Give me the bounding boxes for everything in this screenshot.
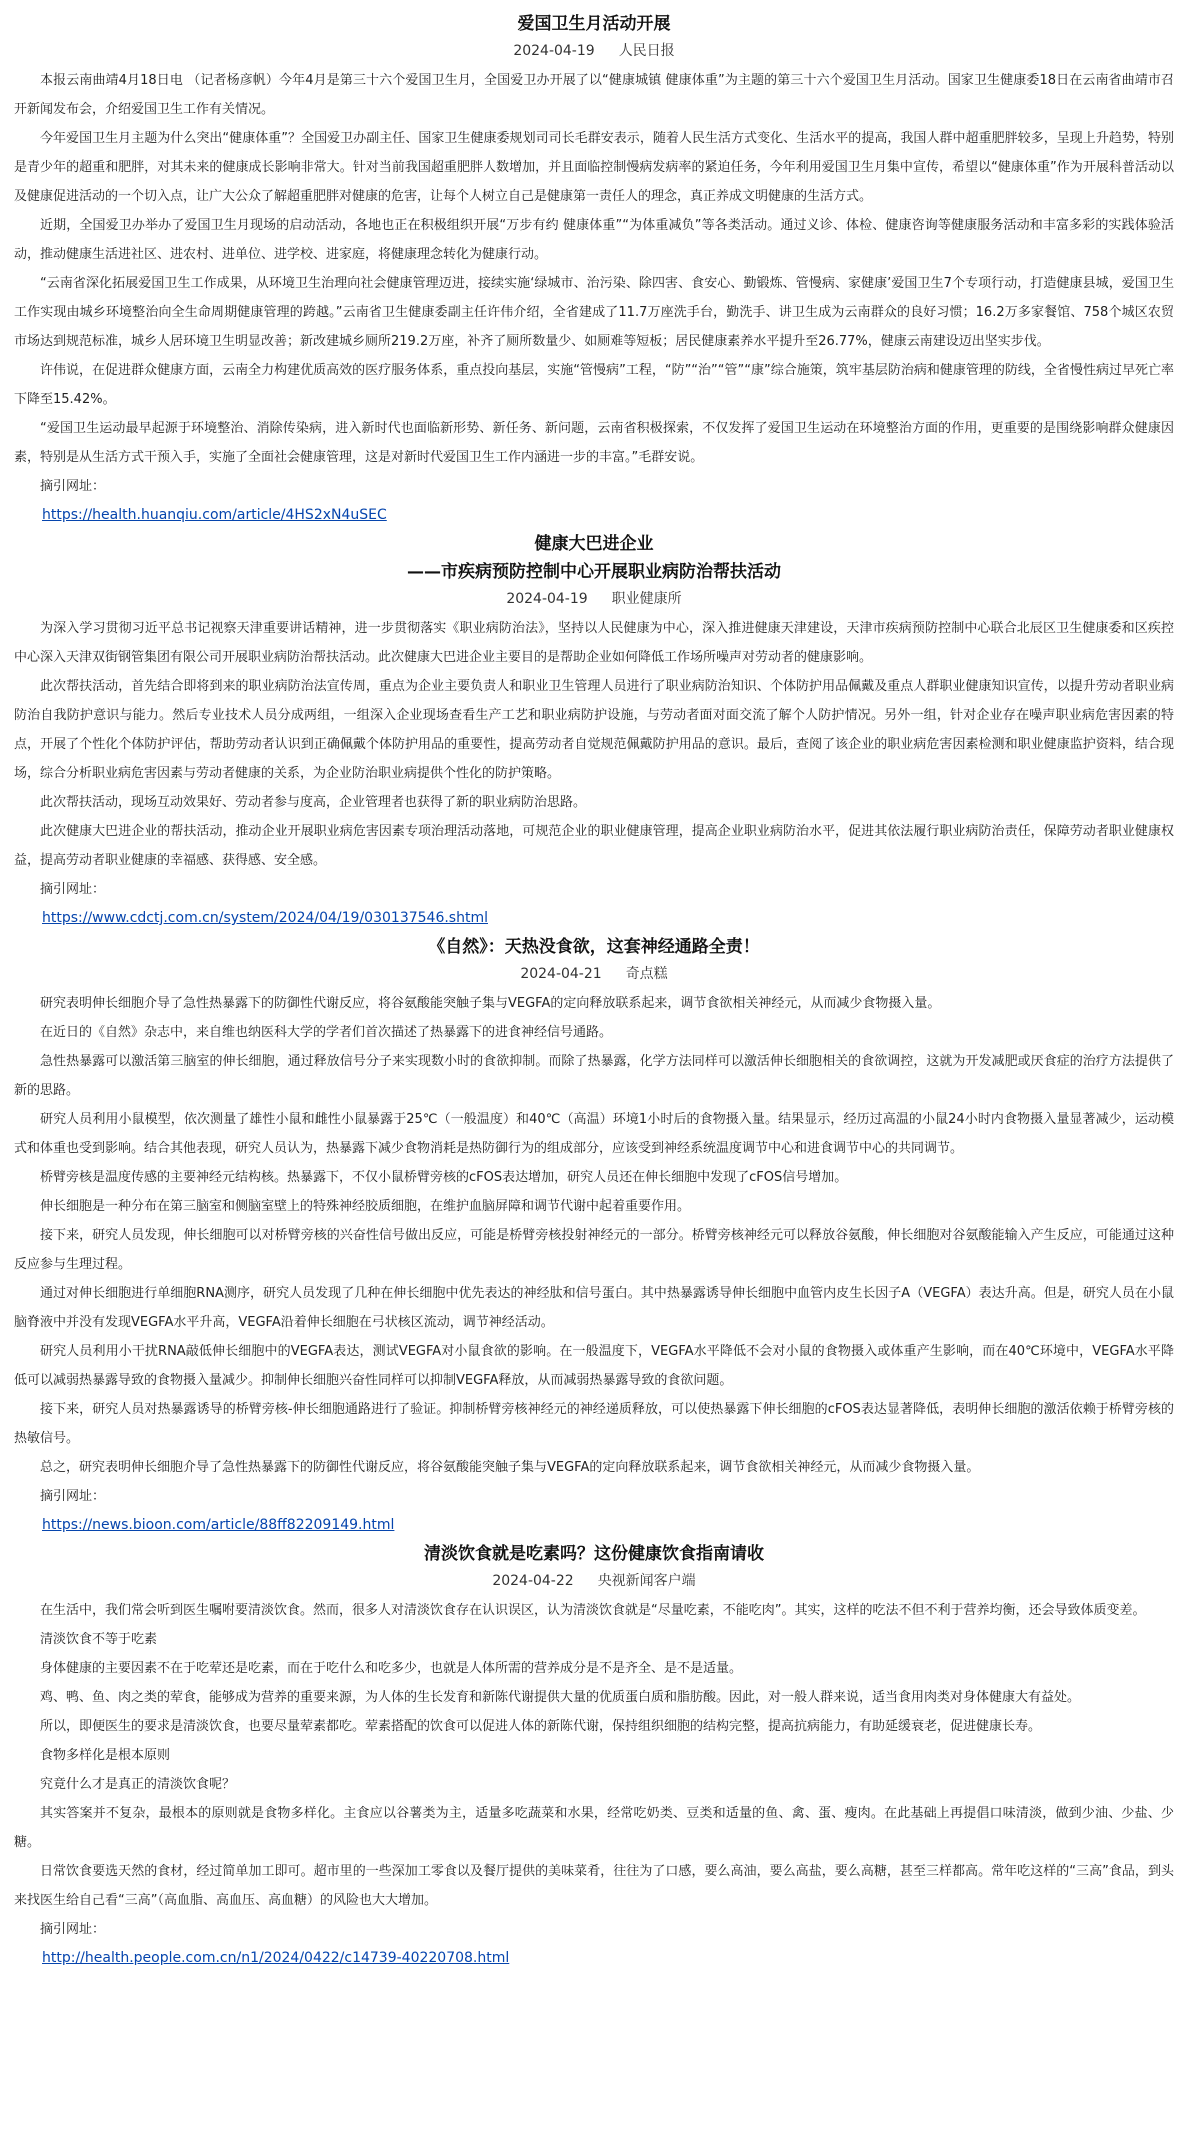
article-paragraph: 此次帮扶活动，首先结合即将到来的职业病防治法宣传周，重点为企业主要负责人和职业卫生管理人员进行了职业病防治知识、个体防护用品佩戴及重点人群职业健康知识宣传，以提升劳动者职业病防治自我防护意识与能力。然后专业技术人员分成两组，一组深入企业现场查看生产工艺和职业病防护设施，与劳动者面对面交流了解个人防护情况。另外一组，针对企业存在噪声职业病危害因素的特点，开展了个性化个体防护评估，帮助劳动者认识到正确佩戴个体防护用品的重要性，提高劳动者自觉规范佩戴防护用品的意识。最后，查阅了该企业的职业病危害因素检测和职业健康监护资料，结合现场，综合分析职业病危害因素与劳动者健康的关系，为企业防治职业病提供个性化的防护策略。	[14, 679, 1174, 781]
article-paragraph: 今年爱国卫生月主题为什么突出“健康体重”？全国爱卫办副主任、国家卫生健康委规划司司长毛群安表示，随着人民生活方式变化、生活水平的提高，我国人群中超重肥胖较多，呈现上升趋势，特别是青少年的超重和肥胖，对其未来的健康成长影响非常大。针对当前我国超重肥胖人数增加，并且面临控制慢病发病率的紧迫任务，今年利用爱国卫生月集中宣传，希望以“健康体重”作为开展科普活动以及健康促进活动的一个切入点，让广大公众了解超重肥胖对健康的危害，让每个人树立自己是健康第一责任人的理念，真正养成文明健康的生活方式。	[14, 131, 1174, 204]
article	[14, 1540, 1174, 1973]
article-paragraph: 身体健康的主要因素不在于吃荤还是吃素，而在于吃什么和吃多少，也就是人体所需的营养成分是不是齐全、是不是适量。	[40, 1661, 743, 1676]
article-title: 清淡饮食就是吃素吗？这份健康饮食指南请收	[424, 1544, 764, 1564]
article-paragraph: 所以，即便医生的要求是清淡饮食，也要尽量荤素都吃。荤素搭配的饮食可以促进人体的新陈代谢，保持组织细胞的结构完整，提高抗病能力，有助延缓衰老，促进健康长寿。	[40, 1719, 1042, 1734]
article-meta	[14, 586, 1174, 612]
article-meta	[14, 961, 1174, 987]
article-paragraph: 研究人员利用小鼠模型，依次测量了雄性小鼠和雌性小鼠暴露于25℃（一般温度）和40℃（高温）环境1小时后的食物摄入量。结果显示，经历过高温的小鼠24小时内食物摄入量显著减少，运动模式和体重也受到影响。结合其他表现，研究人员认为，热暴露下减少食物消耗是热防御行为的组成部分，应该受到神经系统温度调节中心和进食调节中心的共同调节。	[14, 1112, 1174, 1156]
source-link[interactable]: https://health.huanqiu.com/article/4HS2xN4uSEC	[42, 507, 387, 523]
article-paragraph: 在生活中，我们常会听到医生嘱咐要清淡饮食。然而，很多人对清淡饮食存在认识误区，认为清淡饮食就是“尽量吃素，不能吃肉”。其实，这样的吃法不但不利于营养均衡，还会导致体质变差。	[40, 1603, 1146, 1618]
article-source: 职业健康所	[611, 591, 682, 607]
article-paragraph: 接下来，研究人员发现，伸长细胞可以对桥臂旁核的兴奋性信号做出反应，可能是桥臂旁核投射神经元的一部分。桥臂旁核神经元可以释放谷氨酸，伸长细胞对谷氨酸能输入产生反应，可能通过这种反应参与生理过程。	[14, 1228, 1174, 1272]
article-paragraph: 伸长细胞是一种分布在第三脑室和侧脑室壁上的特殊神经胶质细胞，在维护血脑屏障和调节代谢中起着重要作用。	[40, 1199, 691, 1214]
article-paragraph: 近期，全国爱卫办举办了爱国卫生月现场的启动活动，各地也正在积极组织开展“万步有约 健康体重”“为体重减负”等各类活动。通过义诊、体检、健康咨询等健康服务活动和丰富多彩的实践体验活动，推动健康生活进社区、进农村、进单位、进学校、进家庭，将健康理念转化为健康行动。	[14, 218, 1174, 262]
article-meta	[14, 1568, 1174, 1594]
article-paragraph: 急性热暴露可以激活第三脑室的伸长细胞，通过释放信号分子来实现数小时的食欲抑制。而除了热暴露，化学方法同样可以激活伸长细胞相关的食欲调控，这就为开发减肥或厌食症的治疗方法提供了新的思路。	[14, 1054, 1174, 1098]
source-link[interactable]: https://news.bioon.com/article/88ff82209149.html	[42, 1517, 395, 1533]
article-paragraph: 许伟说，在促进群众健康方面，云南全力构建优质高效的医疗服务体系，重点投向基层，实施“管慢病”工程，“防”“治”“管”“康”综合施策，筑牢基层防治病和健康管理的防线，全省慢性病过早死亡率下降至15.42%。	[14, 363, 1174, 407]
article-date: 2024-04-19	[506, 591, 588, 607]
article-title: 健康大巴进企业	[534, 534, 654, 554]
source-link-label: 摘引网址：	[40, 882, 106, 897]
article-subtitle: ——市疾病预防控制中心开展职业病防治帮扶活动	[407, 562, 781, 582]
article-date: 2024-04-21	[520, 966, 602, 982]
article-paragraph: “云南省深化拓展爱国卫生工作成果，从环境卫生治理向社会健康管理迈进，接续实施‘绿城市、治污染、除四害、食安心、勤锻炼、管慢病、家健康’爱国卫生7个专项行动，打造健康县城，爱国卫生工作实现由城乡环境整治向全生命周期健康管理的跨越。”云南省卫生健康委副主任许伟介绍，全省建成了11.7万座洗手台，勤洗手、讲卫生成为云南群众的良好习惯；16.2万多家餐馆、758个城区农贸市场达到规范标准，城乡人居环境卫生明显改善；新改建城乡厕所219.2万座，补齐了厕所数量少、如厕难等短板；居民健康素养水平提升至26.77%，健康云南建设迈出坚实步伐。	[14, 276, 1174, 349]
source-link-label: 摘引网址：	[40, 1489, 106, 1504]
article	[14, 530, 1174, 933]
article-paragraph: 鸡、鸭、鱼、肉之类的荤食，能够成为营养的重要来源，为人体的生长发育和新陈代谢提供大量的优质蛋白质和脂肪酸。因此，对一般人群来说，适当食用肉类对身体健康大有益处。	[40, 1690, 1081, 1705]
article-paragraph: 接下来，研究人员对热暴露诱导的桥臂旁核-伸长细胞通路进行了验证。抑制桥臂旁核神经元的神经递质释放，可以使热暴露下伸长细胞的cFOS表达显著降低，表明伸长细胞的激活依赖于桥臂旁核的热敏信号。	[14, 1402, 1174, 1446]
source-link[interactable]: http://health.people.com.cn/n1/2024/0422/c14739-40220708.html	[42, 1950, 510, 1966]
article-paragraph: 研究表明伸长细胞介导了急性热暴露下的防御性代谢反应，将谷氨酸能突触子集与VEGFA的定向释放联系起来，调节食欲相关神经元，从而减少食物摄入量。	[40, 996, 941, 1011]
article-paragraph: 研究人员利用小干扰RNA敲低伸长细胞中的VEGFA表达，测试VEGFA对小鼠食欲的影响。在一般温度下，VEGFA水平降低不会对小鼠的食物摄入或体重产生影响，而在40℃环境中，VEGFA水平降低可以减弱热暴露导致的食物摄入量减少。抑制伸长细胞兴奋性同样可以抑制VEGFA释放，从而减弱热暴露导致的食欲问题。	[14, 1344, 1174, 1388]
article-title: 《自然》：天热没食欲，这套神经通路全责！	[428, 937, 760, 957]
article-paragraph: 为深入学习贯彻习近平总书记视察天津重要讲话精神，进一步贯彻落实《职业病防治法》，坚持以人民健康为中心，深入推进健康天津建设，天津市疾病预防控制中心联合北辰区卫生健康委和区疾控中心深入天津双街钢管集团有限公司开展职业病防治帮扶活动。此次健康大巴进企业主要目的是帮助企业如何降低工作场所噪声对劳动者的健康影响。	[14, 621, 1174, 665]
article-title: 爱国卫生月活动开展	[517, 14, 671, 34]
article-date: 2024-04-19	[513, 43, 595, 59]
article-date: 2024-04-22	[492, 1573, 574, 1589]
article-paragraph: 在近日的《自然》杂志中，来自维也纳医科大学的学者们首次描述了热暴露下的进食神经信号通路。	[40, 1025, 613, 1040]
article-paragraph: 此次健康大巴进企业的帮扶活动，推动企业开展职业病危害因素专项治理活动落地，可规范企业的职业健康管理，提高企业职业病防治水平，促进其依法履行职业病防治责任，保障劳动者职业健康权益，提高劳动者职业健康的幸福感、获得感、安全感。	[14, 824, 1174, 868]
article-source: 人民日报	[618, 43, 675, 59]
source-link-label: 摘引网址：	[40, 479, 106, 494]
section-subheading: 究竟什么才是真正的清淡饮食呢？	[40, 1777, 236, 1792]
article-paragraph: “爱国卫生运动最早起源于环境整治、消除传染病，进入新时代也面临新形势、新任务、新问题，云南省积极探索，不仅发挥了爱国卫生运动在环境整治方面的作用，更重要的是围绕影响群众健康因素，特别是从生活方式干预入手，实施了全面社会健康管理，这是对新时代爱国卫生工作内涵进一步的丰富。”毛群安说。	[14, 421, 1174, 465]
article-paragraph: 本报云南曲靖4月18日电 （记者杨彦帆）今年4月是第三十六个爱国卫生月，全国爱卫办开展了以“健康城镇 健康体重”为主题的第三十六个爱国卫生月活动。国家卫生健康委18日在云南省曲靖市召开新闻发布会，介绍爱国卫生工作有关情况。	[14, 73, 1174, 117]
article-paragraph: 其实答案并不复杂，最根本的原则就是食物多样化。主食应以谷薯类为主，适量多吃蔬菜和水果，经常吃奶类、豆类和适量的鱼、禽、蛋、瘦肉。在此基础上再提倡口味清淡，做到少油、少盐、少糖。	[14, 1806, 1174, 1850]
article-paragraph: 通过对伸长细胞进行单细胞RNA测序，研究人员发现了几种在伸长细胞中优先表达的神经肽和信号蛋白。其中热暴露诱导伸长细胞中血管内皮生长因子A（VEGFA）表达升高。但是，研究人员在小鼠脑脊液中并没有发现VEGFA水平升高，VEGFA沿着伸长细胞在弓状核区流动，调节神经活动。	[14, 1286, 1174, 1330]
article-source: 奇点糕	[625, 966, 668, 982]
article-source: 央视新闻客户端	[597, 1573, 696, 1589]
article-paragraph: 此次帮扶活动，现场互动效果好、劳动者参与度高，企业管理者也获得了新的职业病防治思路。	[40, 795, 587, 810]
article-paragraph: 桥臂旁核是温度传感的主要神经元结构核。热暴露下，不仅小鼠桥臂旁核的cFOS表达增加，研究人员还在伸长细胞中发现了cFOS信号增加。	[40, 1170, 848, 1185]
source-link[interactable]: https://www.cdctj.com.cn/system/2024/04/19/030137546.shtml	[42, 910, 488, 926]
article-paragraph: 日常饮食要选天然的食材，经过简单加工即可。超市里的一些深加工零食以及餐厅提供的美味菜肴，往往为了口感，要么高油，要么高盐，要么高糖，甚至三样都高。常年吃这样的“三高”食品，到头来找医生给自己看“三高”（高血脂、高血压、高血糖）的风险也大大增加。	[14, 1864, 1174, 1908]
article	[14, 933, 1174, 1540]
source-link-label: 摘引网址：	[40, 1922, 106, 1937]
section-subheading: 食物多样化是根本原则	[40, 1748, 171, 1763]
article	[14, 10, 1174, 530]
article-paragraph: 总之，研究表明伸长细胞介导了急性热暴露下的防御性代谢反应，将谷氨酸能突触子集与VEGFA的定向释放联系起来，调节食欲相关神经元，从而减少食物摄入量。	[40, 1460, 980, 1475]
article-meta	[14, 38, 1174, 64]
section-subheading: 清淡饮食不等于吃素	[40, 1632, 158, 1647]
